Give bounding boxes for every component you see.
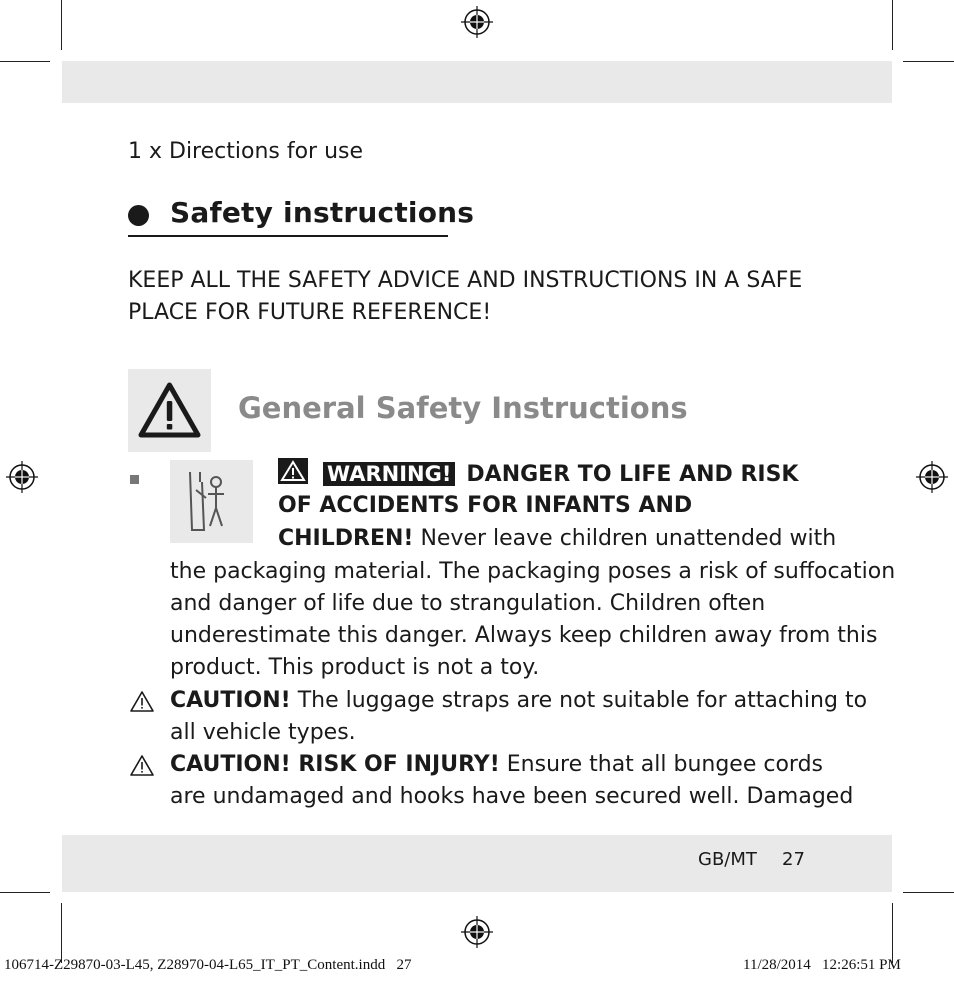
crop-mark <box>0 61 50 62</box>
warning-small-icon <box>278 458 308 484</box>
crop-mark <box>892 903 893 963</box>
bullet-dot-icon <box>128 205 149 226</box>
crop-mark <box>61 0 62 50</box>
warning-heading: CHILDREN! <box>278 526 414 551</box>
warning-text: Never leave children unattended with <box>420 526 837 551</box>
caution-line: are undamaged and hooks have been secured well. Damaged <box>170 784 854 809</box>
caution-line: all vehicle types. <box>170 720 356 745</box>
header-band <box>62 61 892 103</box>
footer-band <box>62 835 892 892</box>
page-number: 27 <box>782 849 805 870</box>
warning-text-line: and danger of life due to strangulation. Children often <box>170 591 766 616</box>
caution-triangle-icon <box>129 690 155 713</box>
registration-mark-icon <box>461 6 493 38</box>
general-safety-title: General Safety Instructions <box>238 391 688 425</box>
registration-mark-icon <box>461 916 493 948</box>
crop-mark <box>0 892 50 893</box>
registration-mark-icon <box>916 461 948 493</box>
warning-triangle-box <box>128 369 211 452</box>
print-slug-date: 11/28/2014 12:26:51 PM <box>743 957 901 973</box>
print-slug-file: 106714-Z29870-03-L45, Z28970-04-L65_IT_PT_Content.indd 27 <box>4 957 412 973</box>
warning-badge: WARNING! <box>323 462 455 486</box>
warning-text-line: product. This product is not a toy. <box>170 655 540 680</box>
child-hazard-icon <box>170 460 253 543</box>
crop-mark <box>903 61 954 62</box>
title-underline <box>128 235 448 237</box>
warning-text-line: the packaging material. The packaging poses a risk of suffocation <box>170 559 896 584</box>
intro-line: 1 x Directions for use <box>128 139 364 164</box>
crop-mark <box>61 903 62 963</box>
warning-heading-line: OF ACCIDENTS FOR INFANTS AND <box>278 493 693 518</box>
crop-mark <box>903 892 954 893</box>
caution-label: CAUTION! <box>170 688 291 713</box>
keep-advice-line: KEEP ALL THE SAFETY ADVICE AND INSTRUCTIONS IN A SAFE <box>128 268 803 293</box>
warning-text-line: underestimate this danger. Always keep children away from this <box>170 623 878 648</box>
section-title: Safety instructions <box>170 196 475 229</box>
crop-mark <box>892 0 893 50</box>
caution-line: CAUTION! RISK OF INJURY! Ensure that all bungee cords <box>170 752 824 777</box>
caution-triangle-icon <box>129 754 155 777</box>
warning-heading: DANGER TO LIFE AND RISK <box>466 462 799 487</box>
square-bullet-icon <box>130 475 139 484</box>
footer-locale: GB/MT <box>698 849 757 870</box>
keep-advice-line: PLACE FOR FUTURE REFERENCE! <box>128 300 492 325</box>
registration-mark-icon <box>6 461 38 493</box>
warning-triangle-icon <box>128 369 211 452</box>
warning-heading-line <box>278 523 836 555</box>
caution-label: CAUTION! RISK OF INJURY! <box>170 752 500 777</box>
warning-heading-line <box>278 458 798 491</box>
caution-line: CAUTION! The luggage straps are not suitable for attaching to <box>170 688 868 713</box>
